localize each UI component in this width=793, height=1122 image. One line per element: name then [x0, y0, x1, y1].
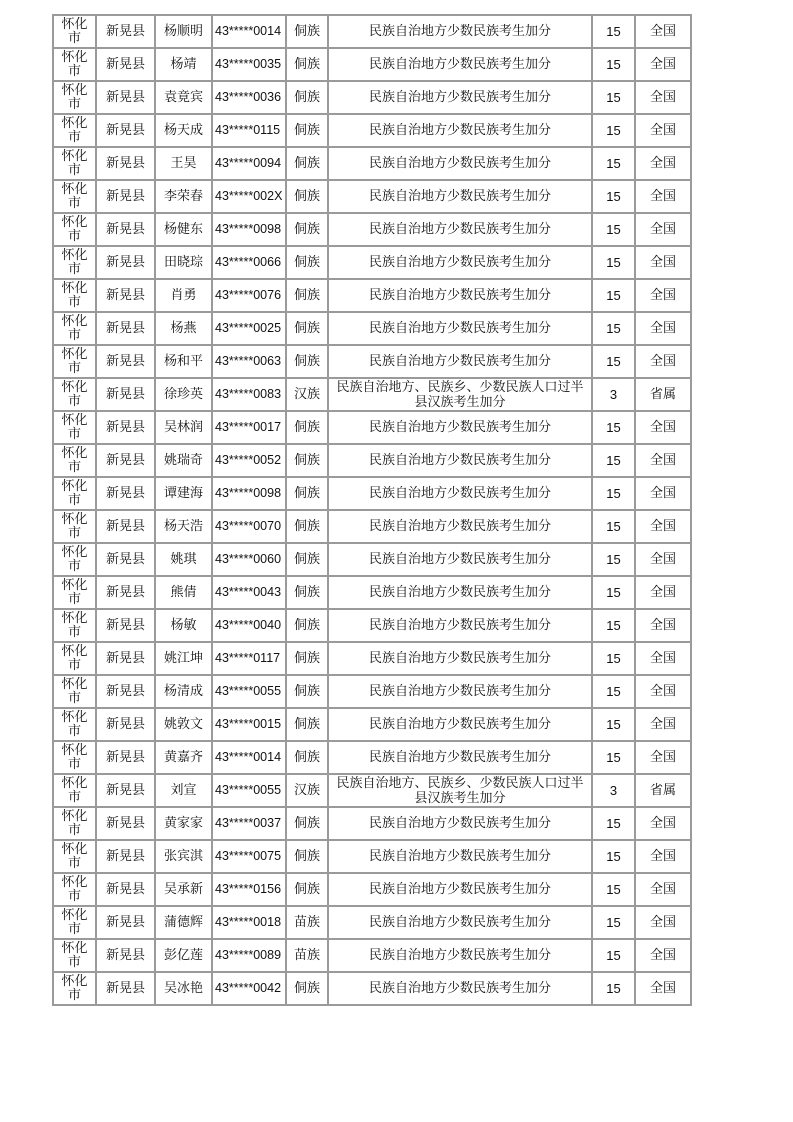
points-cell: 3	[592, 378, 635, 411]
id-number-cell: 43*****0098	[212, 213, 286, 246]
county-cell: 新晃县	[96, 114, 155, 147]
points-cell: 15	[592, 708, 635, 741]
bonus-item-cell: 民族自治地方少数民族考生加分	[328, 48, 592, 81]
bonus-item-cell: 民族自治地方少数民族考生加分	[328, 180, 592, 213]
ethnicity-cell: 汉族	[286, 774, 328, 807]
id-number-cell: 43*****0055	[212, 774, 286, 807]
scope-cell: 全国	[635, 642, 691, 675]
county-cell: 新晃县	[96, 279, 155, 312]
points-cell: 15	[592, 411, 635, 444]
scope-cell: 全国	[635, 15, 691, 48]
id-number-cell: 43*****0055	[212, 675, 286, 708]
scope-cell: 全国	[635, 708, 691, 741]
county-cell: 新晃县	[96, 477, 155, 510]
county-cell: 新晃县	[96, 378, 155, 411]
table-row	[53, 741, 691, 774]
bonus-item-cell: 民族自治地方少数民族考生加分	[328, 312, 592, 345]
city-cell: 怀化市	[53, 345, 96, 378]
id-number-cell: 43*****0094	[212, 147, 286, 180]
scope-cell: 全国	[635, 543, 691, 576]
city-cell: 怀化市	[53, 906, 96, 939]
id-number-cell: 43*****0156	[212, 873, 286, 906]
bonus-item-cell: 民族自治地方少数民族考生加分	[328, 972, 592, 1005]
ethnicity-cell: 侗族	[286, 972, 328, 1005]
ethnicity-cell: 侗族	[286, 873, 328, 906]
county-cell: 新晃县	[96, 180, 155, 213]
city-cell: 怀化市	[53, 81, 96, 114]
ethnicity-cell: 侗族	[286, 312, 328, 345]
city-cell: 怀化市	[53, 576, 96, 609]
table-row	[53, 378, 691, 411]
bonus-item-cell: 民族自治地方少数民族考生加分	[328, 213, 592, 246]
name-cell: 黄家家	[155, 807, 212, 840]
bonus-item-cell: 民族自治地方少数民族考生加分	[328, 81, 592, 114]
county-cell: 新晃县	[96, 444, 155, 477]
city-cell: 怀化市	[53, 774, 96, 807]
county-cell: 新晃县	[96, 873, 155, 906]
county-cell: 新晃县	[96, 15, 155, 48]
points-cell: 15	[592, 114, 635, 147]
scope-cell: 全国	[635, 510, 691, 543]
ethnicity-cell: 侗族	[286, 81, 328, 114]
city-cell: 怀化市	[53, 114, 96, 147]
scope-cell: 全国	[635, 477, 691, 510]
ethnicity-cell: 侗族	[286, 741, 328, 774]
ethnicity-cell: 侗族	[286, 807, 328, 840]
points-cell: 3	[592, 774, 635, 807]
ethnicity-cell: 侗族	[286, 510, 328, 543]
ethnicity-cell: 侗族	[286, 609, 328, 642]
city-cell: 怀化市	[53, 609, 96, 642]
ethnicity-cell: 侗族	[286, 642, 328, 675]
points-cell: 15	[592, 840, 635, 873]
table-row	[53, 972, 691, 1005]
bonus-item-cell: 民族自治地方少数民族考生加分	[328, 708, 592, 741]
name-cell: 张宾淇	[155, 840, 212, 873]
id-number-cell: 43*****0098	[212, 477, 286, 510]
city-cell: 怀化市	[53, 807, 96, 840]
points-cell: 15	[592, 15, 635, 48]
scope-cell: 全国	[635, 114, 691, 147]
scope-cell: 全国	[635, 48, 691, 81]
county-cell: 新晃县	[96, 411, 155, 444]
county-cell: 新晃县	[96, 543, 155, 576]
city-cell: 怀化市	[53, 444, 96, 477]
scope-cell: 全国	[635, 807, 691, 840]
scope-cell: 全国	[635, 213, 691, 246]
bonus-item-cell: 民族自治地方、民族乡、少数民族人口过半县汉族考生加分	[328, 774, 592, 807]
table-row	[53, 576, 691, 609]
id-number-cell: 43*****0043	[212, 576, 286, 609]
name-cell: 杨燕	[155, 312, 212, 345]
ethnicity-cell: 苗族	[286, 939, 328, 972]
scope-cell: 全国	[635, 312, 691, 345]
scope-cell: 全国	[635, 972, 691, 1005]
id-number-cell: 43*****0063	[212, 345, 286, 378]
ethnicity-cell: 侗族	[286, 840, 328, 873]
table-row	[53, 312, 691, 345]
bonus-item-cell: 民族自治地方少数民族考生加分	[328, 246, 592, 279]
table-row	[53, 708, 691, 741]
county-cell: 新晃县	[96, 939, 155, 972]
ethnicity-cell: 侗族	[286, 345, 328, 378]
ethnicity-cell: 侗族	[286, 477, 328, 510]
table-body	[53, 15, 691, 1005]
bonus-item-cell: 民族自治地方少数民族考生加分	[328, 741, 592, 774]
county-cell: 新晃县	[96, 675, 155, 708]
bonus-item-cell: 民族自治地方少数民族考生加分	[328, 345, 592, 378]
id-number-cell: 43*****0040	[212, 609, 286, 642]
ethnicity-cell: 汉族	[286, 378, 328, 411]
city-cell: 怀化市	[53, 477, 96, 510]
bonus-item-cell: 民族自治地方少数民族考生加分	[328, 840, 592, 873]
points-cell: 15	[592, 873, 635, 906]
name-cell: 肖勇	[155, 279, 212, 312]
city-cell: 怀化市	[53, 180, 96, 213]
city-cell: 怀化市	[53, 741, 96, 774]
id-number-cell: 43*****0117	[212, 642, 286, 675]
table-row	[53, 246, 691, 279]
table-row	[53, 543, 691, 576]
county-cell: 新晃县	[96, 906, 155, 939]
name-cell: 杨健东	[155, 213, 212, 246]
name-cell: 刘宣	[155, 774, 212, 807]
scope-cell: 省属	[635, 774, 691, 807]
table-row	[53, 48, 691, 81]
name-cell: 谭建海	[155, 477, 212, 510]
points-cell: 15	[592, 906, 635, 939]
table-row	[53, 279, 691, 312]
points-cell: 15	[592, 147, 635, 180]
name-cell: 袁竟宾	[155, 81, 212, 114]
ethnicity-cell: 侗族	[286, 411, 328, 444]
name-cell: 李荣春	[155, 180, 212, 213]
scope-cell: 全国	[635, 345, 691, 378]
county-cell: 新晃县	[96, 840, 155, 873]
county-cell: 新晃县	[96, 510, 155, 543]
city-cell: 怀化市	[53, 840, 96, 873]
bonus-item-cell: 民族自治地方少数民族考生加分	[328, 147, 592, 180]
points-cell: 15	[592, 543, 635, 576]
bonus-item-cell: 民族自治地方少数民族考生加分	[328, 477, 592, 510]
table-row	[53, 345, 691, 378]
table-row	[53, 675, 691, 708]
ethnicity-cell: 侗族	[286, 213, 328, 246]
points-cell: 15	[592, 312, 635, 345]
id-number-cell: 43*****0014	[212, 741, 286, 774]
scope-cell: 全国	[635, 444, 691, 477]
bonus-item-cell: 民族自治地方少数民族考生加分	[328, 279, 592, 312]
bonus-item-cell: 民族自治地方少数民族考生加分	[328, 15, 592, 48]
scope-cell: 全国	[635, 147, 691, 180]
bonus-item-cell: 民族自治地方少数民族考生加分	[328, 114, 592, 147]
bonus-item-cell: 民族自治地方少数民族考生加分	[328, 444, 592, 477]
name-cell: 姚江坤	[155, 642, 212, 675]
bonus-item-cell: 民族自治地方少数民族考生加分	[328, 939, 592, 972]
county-cell: 新晃县	[96, 81, 155, 114]
name-cell: 姚敦文	[155, 708, 212, 741]
points-cell: 15	[592, 609, 635, 642]
name-cell: 田晓琮	[155, 246, 212, 279]
city-cell: 怀化市	[53, 510, 96, 543]
points-cell: 15	[592, 939, 635, 972]
bonus-item-cell: 民族自治地方少数民族考生加分	[328, 906, 592, 939]
points-cell: 15	[592, 81, 635, 114]
ethnicity-cell: 侗族	[286, 675, 328, 708]
points-cell: 15	[592, 510, 635, 543]
id-number-cell: 43*****0060	[212, 543, 286, 576]
city-cell: 怀化市	[53, 213, 96, 246]
scope-cell: 全国	[635, 939, 691, 972]
name-cell: 彭亿莲	[155, 939, 212, 972]
name-cell: 姚琪	[155, 543, 212, 576]
city-cell: 怀化市	[53, 15, 96, 48]
scope-cell: 全国	[635, 675, 691, 708]
city-cell: 怀化市	[53, 873, 96, 906]
id-number-cell: 43*****0075	[212, 840, 286, 873]
table-row	[53, 510, 691, 543]
name-cell: 吴冰艳	[155, 972, 212, 1005]
id-number-cell: 43*****0089	[212, 939, 286, 972]
city-cell: 怀化市	[53, 642, 96, 675]
scope-cell: 省属	[635, 378, 691, 411]
id-number-cell: 43*****0052	[212, 444, 286, 477]
ethnicity-cell: 侗族	[286, 114, 328, 147]
id-number-cell: 43*****0066	[212, 246, 286, 279]
ethnicity-cell: 侗族	[286, 576, 328, 609]
city-cell: 怀化市	[53, 246, 96, 279]
points-cell: 15	[592, 642, 635, 675]
scope-cell: 全国	[635, 873, 691, 906]
bonus-item-cell: 民族自治地方少数民族考生加分	[328, 543, 592, 576]
name-cell: 杨天浩	[155, 510, 212, 543]
points-cell: 15	[592, 972, 635, 1005]
table-row	[53, 147, 691, 180]
table-row	[53, 15, 691, 48]
city-cell: 怀化市	[53, 939, 96, 972]
city-cell: 怀化市	[53, 543, 96, 576]
id-number-cell: 43*****002X	[212, 180, 286, 213]
id-number-cell: 43*****0015	[212, 708, 286, 741]
table-row	[53, 609, 691, 642]
id-number-cell: 43*****0014	[212, 15, 286, 48]
scope-cell: 全国	[635, 906, 691, 939]
name-cell: 姚瑞奇	[155, 444, 212, 477]
name-cell: 熊倩	[155, 576, 212, 609]
ethnicity-cell: 侗族	[286, 180, 328, 213]
ethnicity-cell: 侗族	[286, 147, 328, 180]
table-row	[53, 114, 691, 147]
city-cell: 怀化市	[53, 147, 96, 180]
city-cell: 怀化市	[53, 411, 96, 444]
table-row	[53, 873, 691, 906]
county-cell: 新晃县	[96, 741, 155, 774]
points-cell: 15	[592, 807, 635, 840]
table-row	[53, 180, 691, 213]
points-cell: 15	[592, 444, 635, 477]
county-cell: 新晃县	[96, 972, 155, 1005]
name-cell: 王昊	[155, 147, 212, 180]
county-cell: 新晃县	[96, 642, 155, 675]
bonus-item-cell: 民族自治地方、民族乡、少数民族人口过半县汉族考生加分	[328, 378, 592, 411]
bonus-item-cell: 民族自治地方少数民族考生加分	[328, 675, 592, 708]
table-row	[53, 444, 691, 477]
table-row	[53, 774, 691, 807]
ethnicity-cell: 侗族	[286, 279, 328, 312]
name-cell: 杨清成	[155, 675, 212, 708]
county-cell: 新晃县	[96, 48, 155, 81]
county-cell: 新晃县	[96, 312, 155, 345]
ethnicity-cell: 侗族	[286, 15, 328, 48]
county-cell: 新晃县	[96, 807, 155, 840]
points-cell: 15	[592, 213, 635, 246]
bonus-item-cell: 民族自治地方少数民族考生加分	[328, 642, 592, 675]
table-row	[53, 642, 691, 675]
name-cell: 杨和平	[155, 345, 212, 378]
county-cell: 新晃县	[96, 609, 155, 642]
name-cell: 蒲德辉	[155, 906, 212, 939]
table-row	[53, 411, 691, 444]
scope-cell: 全国	[635, 180, 691, 213]
scope-cell: 全国	[635, 246, 691, 279]
points-cell: 15	[592, 741, 635, 774]
city-cell: 怀化市	[53, 312, 96, 345]
city-cell: 怀化市	[53, 48, 96, 81]
scope-cell: 全国	[635, 279, 691, 312]
id-number-cell: 43*****0037	[212, 807, 286, 840]
id-number-cell: 43*****0076	[212, 279, 286, 312]
bonus-item-cell: 民族自治地方少数民族考生加分	[328, 510, 592, 543]
bonus-points-table	[52, 14, 692, 1006]
city-cell: 怀化市	[53, 279, 96, 312]
table-row	[53, 807, 691, 840]
id-number-cell: 43*****0025	[212, 312, 286, 345]
points-cell: 15	[592, 576, 635, 609]
id-number-cell: 43*****0042	[212, 972, 286, 1005]
ethnicity-cell: 苗族	[286, 906, 328, 939]
ethnicity-cell: 侗族	[286, 246, 328, 279]
scope-cell: 全国	[635, 741, 691, 774]
county-cell: 新晃县	[96, 774, 155, 807]
points-cell: 15	[592, 279, 635, 312]
county-cell: 新晃县	[96, 345, 155, 378]
name-cell: 黄嘉齐	[155, 741, 212, 774]
table-row	[53, 213, 691, 246]
points-cell: 15	[592, 48, 635, 81]
name-cell: 徐珍英	[155, 378, 212, 411]
points-cell: 15	[592, 477, 635, 510]
scope-cell: 全国	[635, 411, 691, 444]
ethnicity-cell: 侗族	[286, 708, 328, 741]
table-row	[53, 840, 691, 873]
table-row	[53, 939, 691, 972]
id-number-cell: 43*****0018	[212, 906, 286, 939]
name-cell: 吴林润	[155, 411, 212, 444]
scope-cell: 全国	[635, 81, 691, 114]
city-cell: 怀化市	[53, 675, 96, 708]
id-number-cell: 43*****0115	[212, 114, 286, 147]
county-cell: 新晃县	[96, 708, 155, 741]
scope-cell: 全国	[635, 609, 691, 642]
name-cell: 杨顺明	[155, 15, 212, 48]
county-cell: 新晃县	[96, 147, 155, 180]
county-cell: 新晃县	[96, 246, 155, 279]
county-cell: 新晃县	[96, 213, 155, 246]
id-number-cell: 43*****0036	[212, 81, 286, 114]
ethnicity-cell: 侗族	[286, 48, 328, 81]
city-cell: 怀化市	[53, 708, 96, 741]
name-cell: 吴承新	[155, 873, 212, 906]
table-row	[53, 477, 691, 510]
id-number-cell: 43*****0083	[212, 378, 286, 411]
name-cell: 杨靖	[155, 48, 212, 81]
table-row	[53, 81, 691, 114]
city-cell: 怀化市	[53, 378, 96, 411]
id-number-cell: 43*****0035	[212, 48, 286, 81]
id-number-cell: 43*****0070	[212, 510, 286, 543]
id-number-cell: 43*****0017	[212, 411, 286, 444]
ethnicity-cell: 侗族	[286, 543, 328, 576]
ethnicity-cell: 侗族	[286, 444, 328, 477]
bonus-item-cell: 民族自治地方少数民族考生加分	[328, 411, 592, 444]
points-cell: 15	[592, 180, 635, 213]
points-cell: 15	[592, 345, 635, 378]
bonus-item-cell: 民族自治地方少数民族考生加分	[328, 576, 592, 609]
city-cell: 怀化市	[53, 972, 96, 1005]
bonus-item-cell: 民族自治地方少数民族考生加分	[328, 873, 592, 906]
name-cell: 杨敏	[155, 609, 212, 642]
table-row	[53, 906, 691, 939]
bonus-item-cell: 民族自治地方少数民族考生加分	[328, 807, 592, 840]
county-cell: 新晃县	[96, 576, 155, 609]
points-cell: 15	[592, 246, 635, 279]
bonus-item-cell: 民族自治地方少数民族考生加分	[328, 609, 592, 642]
name-cell: 杨天成	[155, 114, 212, 147]
scope-cell: 全国	[635, 576, 691, 609]
scope-cell: 全国	[635, 840, 691, 873]
points-cell: 15	[592, 675, 635, 708]
